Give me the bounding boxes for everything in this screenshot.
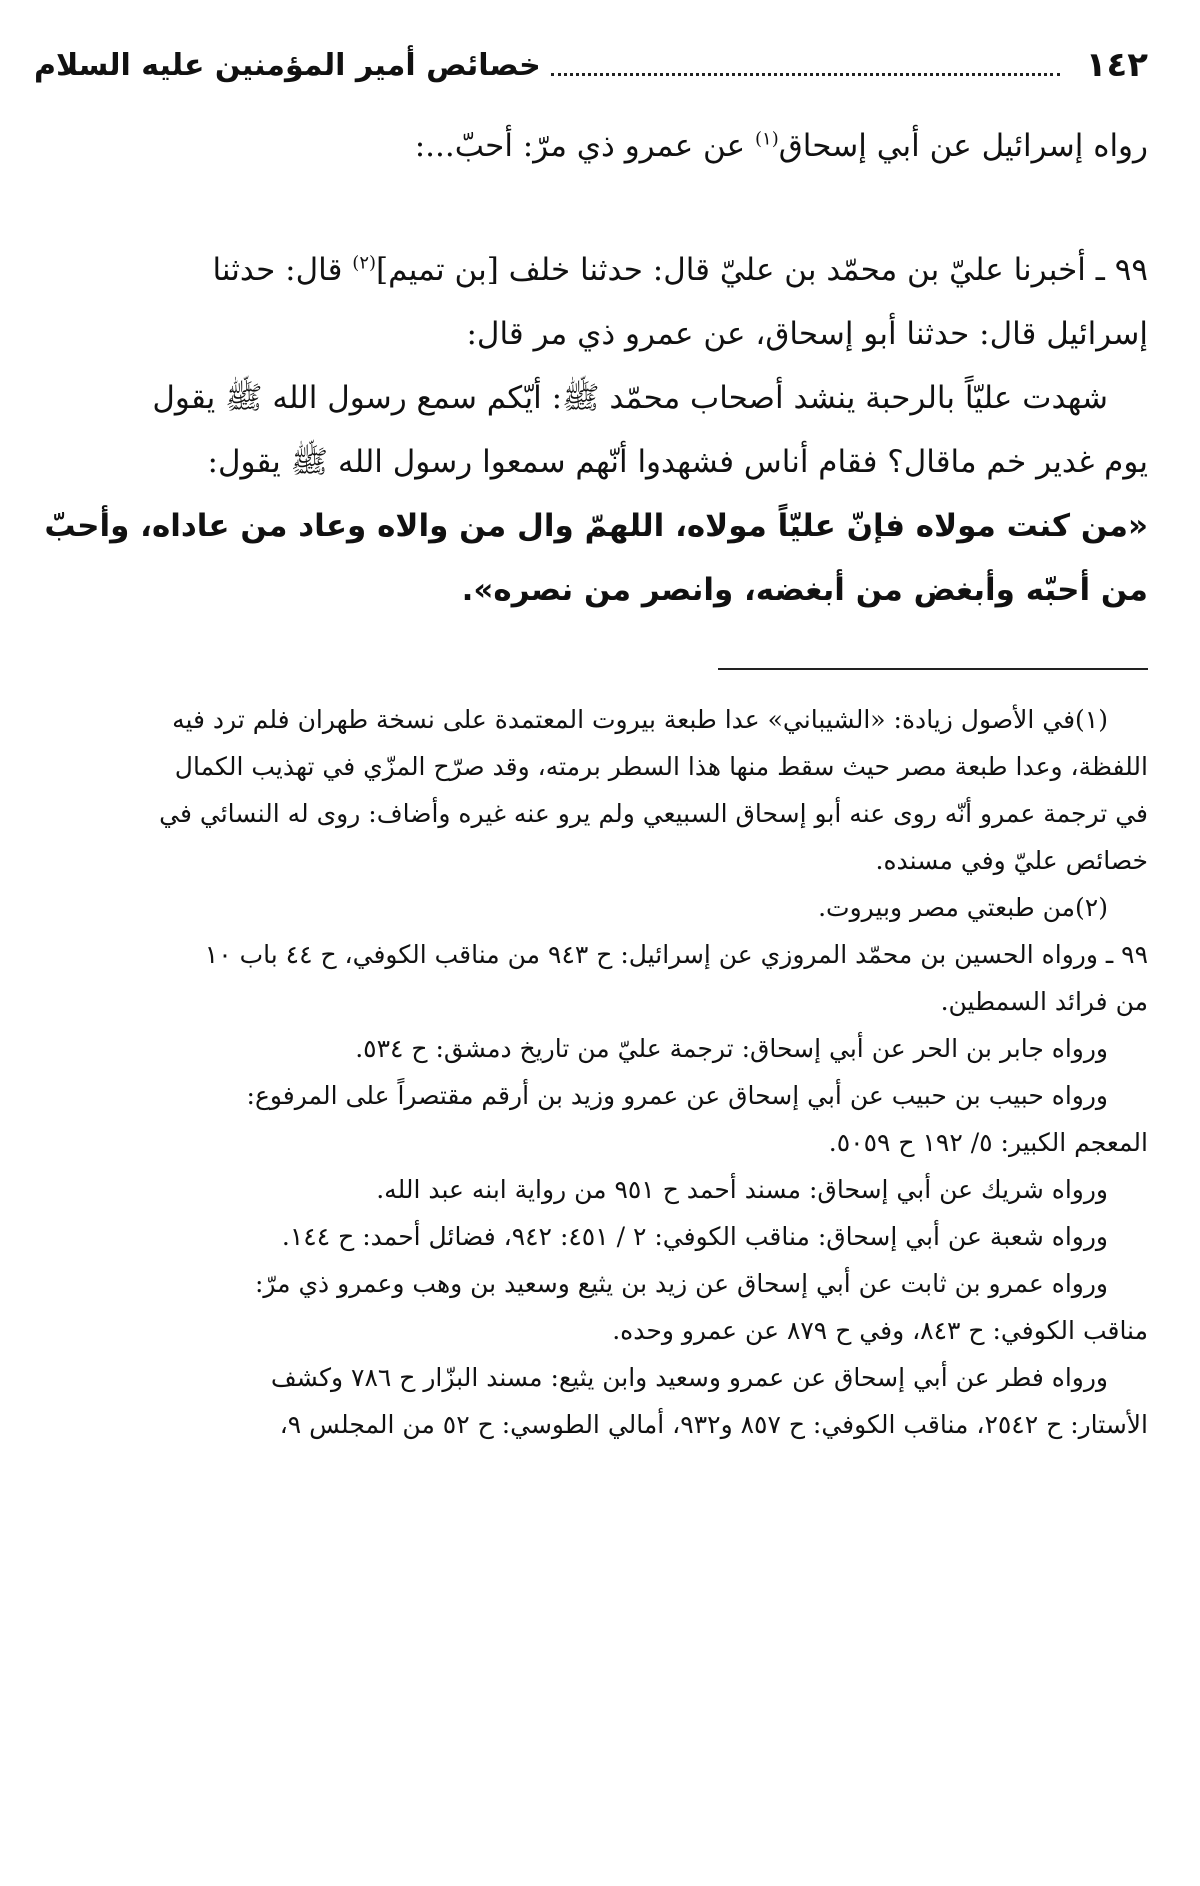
commentary-line: ورواه فطر عن أبي إسحاق عن عمرو وسعيد وابن يثيع: مسند البزّار ح ٧٨٦ وكشف [270,1363,1108,1392]
hadith-matn-line: «من كنت مولاه فإنّ عليّاً مولاه، اللهمّ وال من والاه وعاد من عاداه، وأحبّ [44,508,1148,544]
commentary-line: ورواه عمرو بن ثابت عن أبي إسحاق عن زيد بن يثيع وسعيد بن وهب وعمرو ذي مرّ: [254,1269,1108,1298]
hadith-isnad: ٩٩ ـ أخبرنا عليّ بن محمّد بن عليّ قال: حدثنا خلف [بن تميم] [376,252,1148,288]
footnote-2: (٢)من طبعتي مصر وبيروت. [818,893,1108,922]
hadith-isnad-end: قال: حدثنا [212,252,353,288]
footnotes [34,696,1148,1448]
header-leader-dots [551,73,1060,76]
intro-text-end: عن عمرو ذي مرّ: أحبّ...: [414,128,756,164]
hadith-matn-line: من أحبّه وأبغض من أبغضه، وانصر من نصره». [461,572,1148,608]
page-number: ١٤٢ [1085,45,1148,85]
page-header [34,34,1148,96]
intro-line [34,114,1148,178]
footnote-1-line: في ترجمة عمرو أنّه روى عنه أبو إسحاق السبيعي ولم يرو عنه غيره وأضاف: روى له النسائي في [159,799,1148,828]
commentary-line: الأستار: ح ٢٥٤٢، مناقب الكوفي: ح ٨٥٧ و٩٣٢، أمالي الطوسي: ح ٥٢ من المجلس ٩، [279,1410,1148,1439]
hadith-line: يوم غدير خم ماقال؟ فقام أناس فشهدوا أنّهم سمعوا رسول الله ﷺ يقول: [207,444,1148,480]
commentary-line: ورواه شعبة عن أبي إسحاق: مناقب الكوفي: ٢ / ٤٥١: ٩٤٢، فضائل أحمد: ح ١٤٤. [281,1222,1108,1251]
hadith-line: إسرائيل قال: حدثنا أبو إسحاق، عن عمرو ذي مر قال: [466,316,1148,352]
hadith-line [34,238,1148,302]
main-text [34,114,1148,622]
footnote-separator [718,668,1148,670]
footnote-ref-2: (٢) [352,252,377,274]
footnote-1-line: (١)في الأصول زيادة: «الشيباني» عدا طبعة بيروت المعتمدة على نسخة طهران فلم ترد فيه [172,705,1108,734]
commentary-line: المعجم الكبير: ٥/ ١٩٢ ح ٥٠٥٩. [828,1128,1148,1157]
commentary-line: ورواه شريك عن أبي إسحاق: مسند أحمد ح ٩٥١ من رواية ابنه عبد الله. [376,1175,1108,1204]
footnote-1-line: اللفظة، وعدا طبعة مصر حيث سقط منها هذا السطر برمته، وقد صرّح المزّي في تهذيب الكمال [174,752,1148,781]
intro-text: رواه إسرائيل عن أبي إسحاق [778,128,1148,164]
commentary-line: مناقب الكوفي: ح ٨٤٣، وفي ح ٨٧٩ عن عمرو وحده. [612,1316,1148,1345]
footnote-separator-wrap [34,622,1148,696]
commentary-line: ورواه حبيب بن حبيب عن أبي إسحاق عن عمرو وزيد بن أرقم مقتصراً على المرفوع: [246,1081,1108,1110]
hadith-99 [34,238,1148,622]
footnote-ref-1: (١) [755,128,779,150]
commentary-99-line: ٩٩ ـ ورواه الحسين بن محمّد المروزي عن إسرائيل: ح ٩٤٣ من مناقب الكوفي، ح ٤٤ باب ١٠ [204,940,1148,969]
footnote-1-line: خصائص عليّ وفي مسنده. [875,846,1148,875]
running-title: خصائص أمير المؤمنين عليه السلام [34,47,541,83]
hadith-line: شهدت عليّاً بالرحبة ينشد أصحاب محمّد ﷺ: أيّكم سمع رسول الله ﷺ يقول [152,380,1108,416]
commentary-99-line: من فرائد السمطين. [940,987,1148,1016]
commentary-line: ورواه جابر بن الحر عن أبي إسحاق: ترجمة عليّ من تاريخ دمشق: ح ٥٣٤. [355,1034,1108,1063]
